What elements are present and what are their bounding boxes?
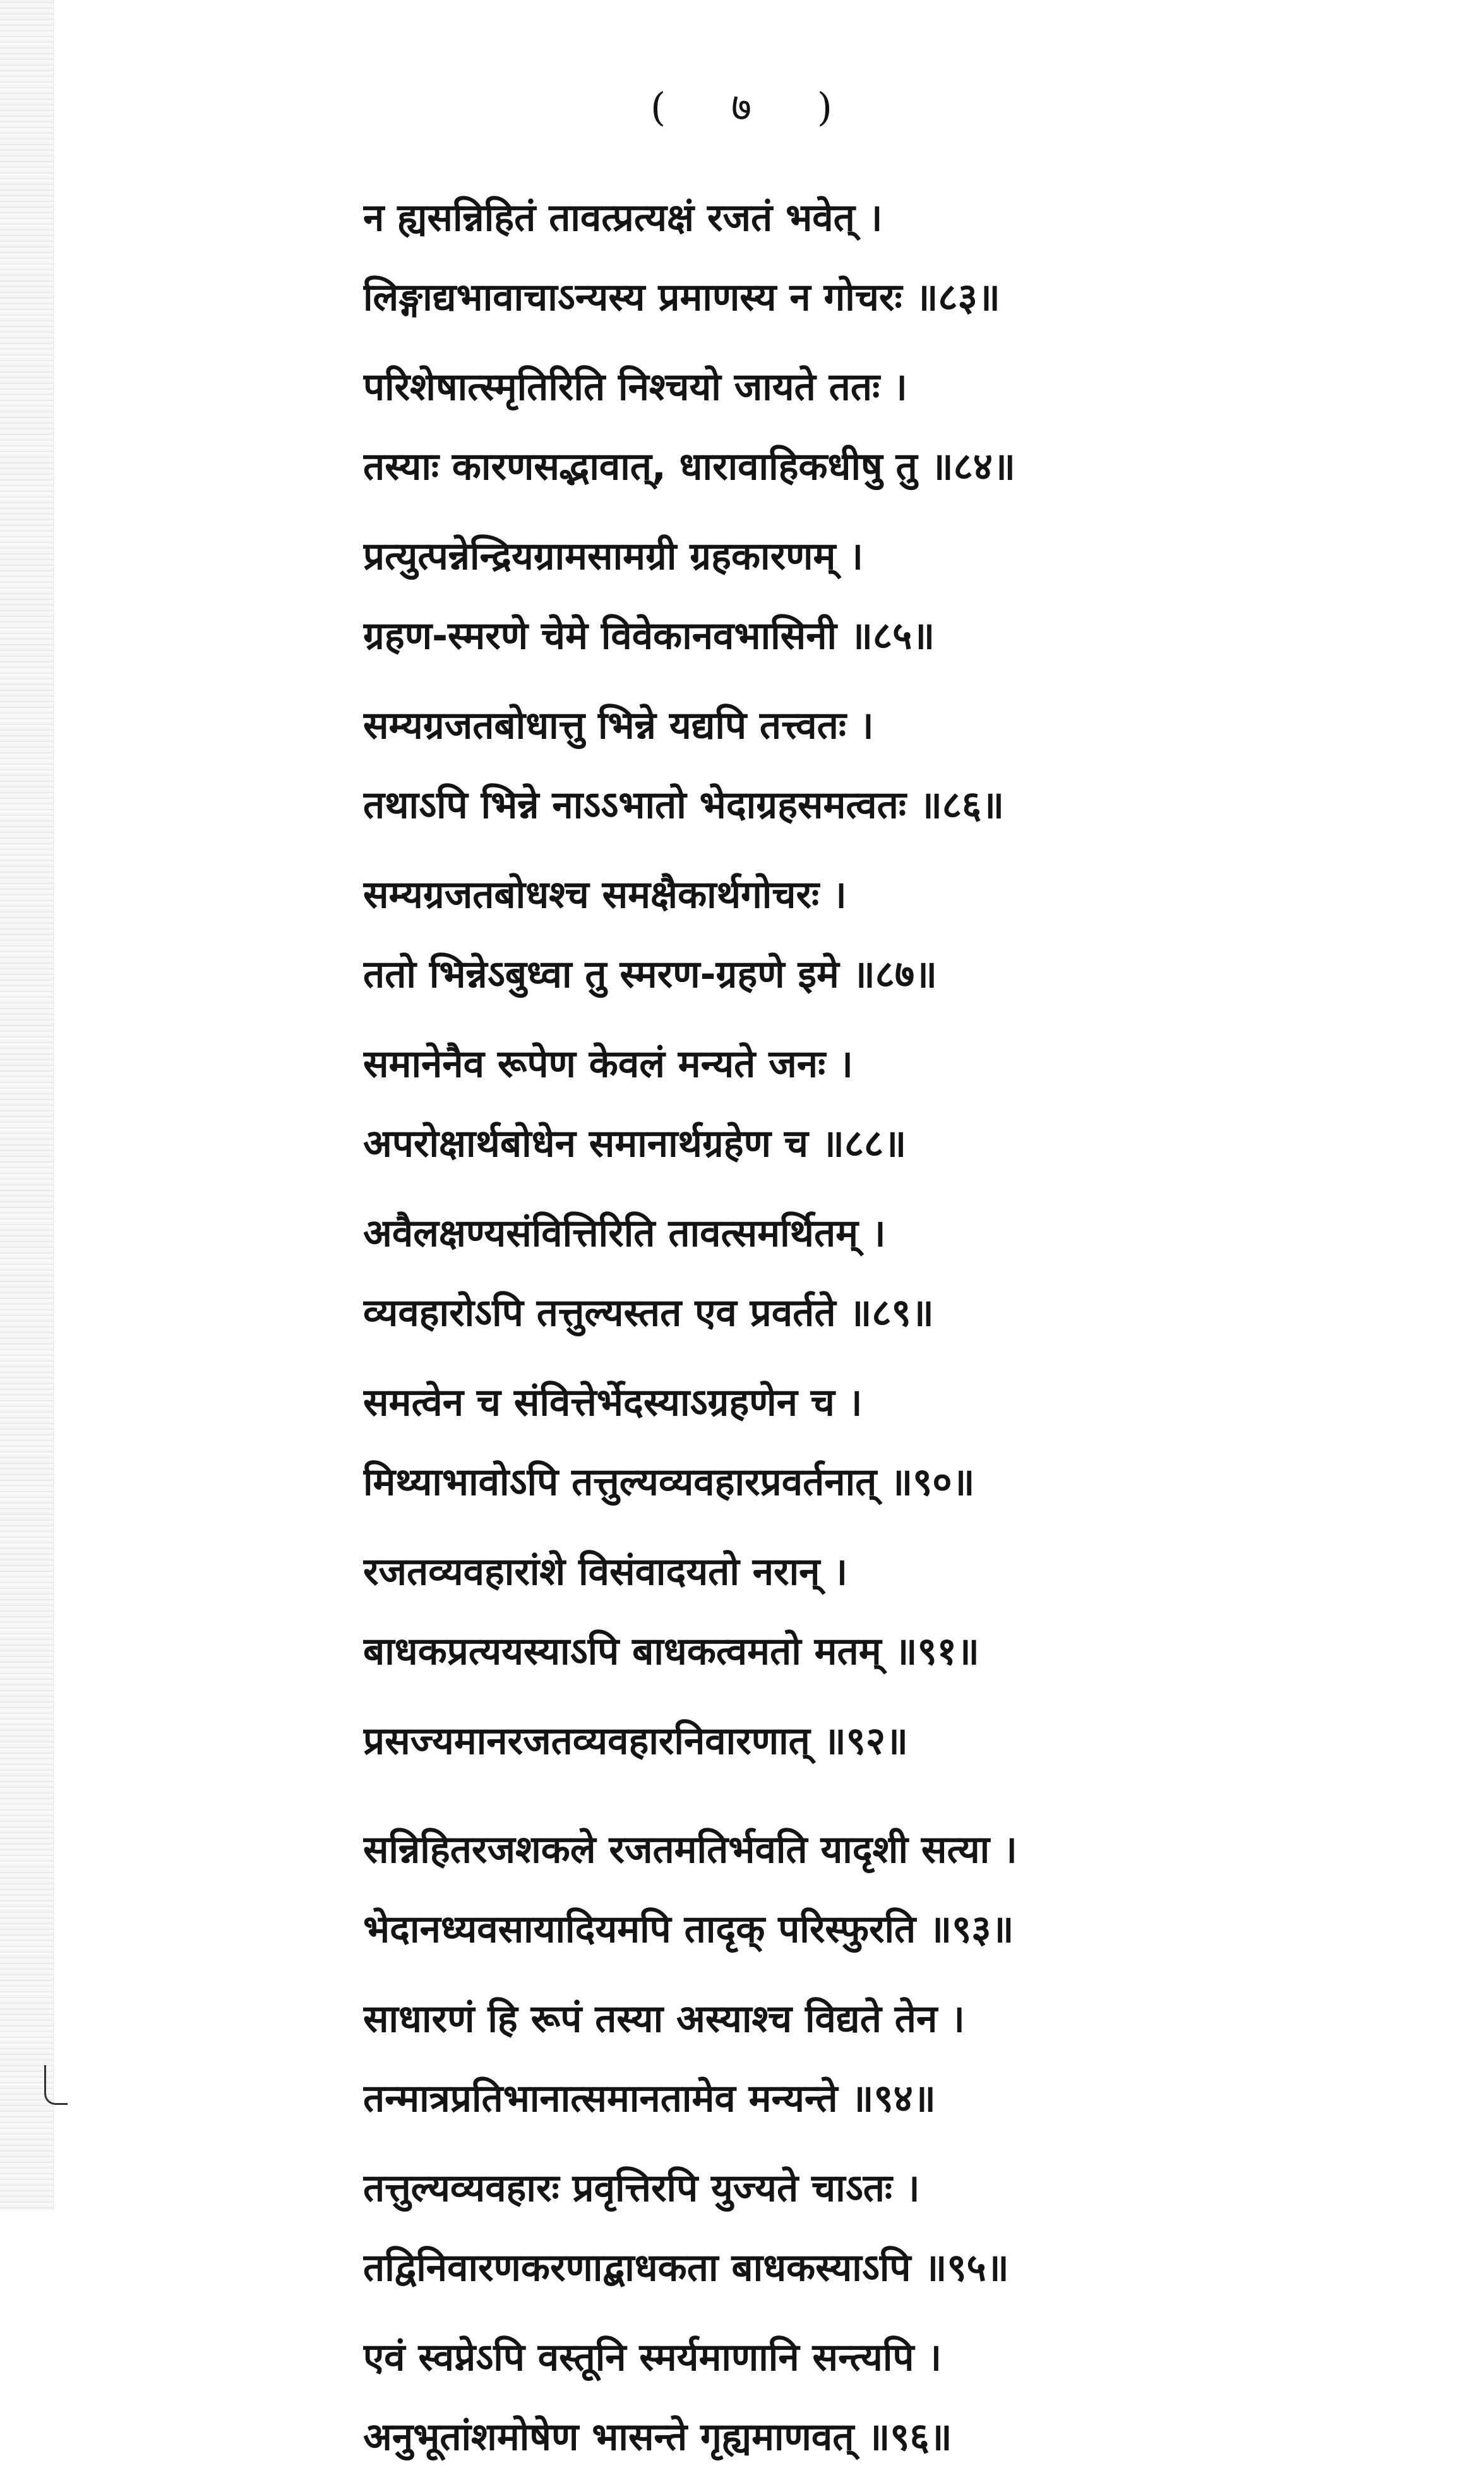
- verse-line: समानेनैव रूपेण केवलं मन्यते जनः ।: [363, 1042, 853, 1086]
- verse-line: एवं स्वप्नेऽपि वस्तूनि स्मर्यमाणानि सन्त्यपि ।: [363, 2335, 942, 2380]
- verse-line: तत्तुल्यव्यवहारः प्रवृत्तिरपि युज्यते चाऽतः ।: [363, 2166, 920, 2210]
- verse-block: [363, 1701, 1291, 1781]
- verse-block: [363, 178, 1291, 337]
- verse-block: [363, 1532, 1291, 1691]
- verse-line: ततो भिन्नेऽबुध्वा तु स्मरण-ग्रहणे इमे ॥८७॥: [363, 952, 937, 997]
- verse-line: प्रसज्यमानरजतव्यवहारनिवारणात् ॥९२॥: [363, 1719, 908, 1763]
- verse-block: [363, 1194, 1291, 1353]
- verse-line: भेदानध्यवसायादियमपि तादृक् परिस्फुरति ॥९३॥: [363, 1907, 1014, 1951]
- verse-line: रजतव्यवहारांशे विसंवादयतो नरान् ।: [363, 1550, 848, 1594]
- scan-corner-mark: [44, 2065, 68, 2105]
- verse-line: सम्यग्रजतबोधात्तु भिन्ने यद्यपि तत्त्वतः ।: [363, 704, 874, 748]
- verse-line: बाधकप्रत्ययस्याऽपि बाधकत्वमतो मतम् ॥९१॥: [363, 1629, 979, 1674]
- verse-line: लिङ्गाद्यभावाचाऽन्यस्य प्रमाणस्य न गोचरः ॥८३॥: [363, 275, 1000, 320]
- verse-block: [363, 855, 1291, 1014]
- verse-line: सन्निहितरजशकले रजतमतिर्भवति यादृशी सत्या ।: [363, 1828, 1017, 1872]
- verse-line: साधारणं हि रूपं तस्या अस्याश्च विद्यते तेन ।: [363, 1997, 965, 2041]
- verse-block: [363, 686, 1291, 845]
- verse-line: अनुभूतांशमोषेण भासन्ते गृह्यमाणवत् ॥९६॥: [363, 2415, 952, 2459]
- verse-line: ग्रहण-स्मरणे चेमे विवेकानवभासिनी ॥८५॥: [363, 614, 935, 658]
- verse-list: [363, 178, 1291, 2487]
- verse-line: अवैलक्षण्यसंवित्तिरिति तावत्समर्थितम् ।: [363, 1211, 886, 1255]
- verse-block: [363, 1979, 1291, 2138]
- verse-line: तन्मात्रप्रतिभानात्समानतामेव मन्यन्ते ॥९४॥: [363, 2076, 936, 2121]
- verse-block: [363, 1024, 1291, 1184]
- verse-block: [363, 1363, 1291, 1522]
- verse-block: [363, 1810, 1291, 1969]
- verse-line: व्यवहारोऽपि तत्तुल्यस्तत एव प्रवर्तते ॥८९॥: [363, 1291, 934, 1335]
- verse-line: तथाऽपि भिन्ने नाऽऽभातो भेदाग्रहसमत्वतः ॥८६॥: [363, 783, 1005, 827]
- verse-line: अपरोक्षार्थबोधेन समानार्थग्रहेण च ॥८८॥: [363, 1122, 907, 1166]
- page-number: ( ७ ): [650, 84, 859, 130]
- verse-line: तस्याः कारणसद्भावात्, धारावाहिकधीषु तु ॥८४॥: [363, 445, 1015, 489]
- verse-block: [363, 517, 1291, 676]
- verse-line: समत्वेन च संवित्तेर्भेदस्याऽग्रहणेन च ।: [363, 1381, 863, 1425]
- verse-block: [363, 347, 1291, 506]
- scanned-binding-edge: [0, 0, 54, 2210]
- verse-line: प्रत्युत्पन्नेन्द्रियग्रामसामग्री ग्रहकारणम् ।: [363, 534, 864, 578]
- verse-line: तद्विनिवारणकरणाद्बाधकता बाधकस्याऽपि ॥९५॥: [363, 2246, 1009, 2290]
- verse-block: [363, 2148, 1291, 2308]
- verse-line: मिथ्याभावोऽपि तत्तुल्यव्यवहारप्रवर्तनात् ॥९०॥: [363, 1460, 975, 1504]
- verse-line: परिशेषात्स्मृतिरिति निश्चयो जायते ततः ।: [363, 365, 907, 409]
- verse-line: न ह्यसन्निहितं तावत्प्रत्यक्षं रजतं भवेत् ।: [363, 196, 883, 240]
- verse-block: [363, 2318, 1291, 2477]
- verse-line: सम्यग्रजतबोधश्च समक्षैकार्थगोचरः ।: [363, 873, 847, 917]
